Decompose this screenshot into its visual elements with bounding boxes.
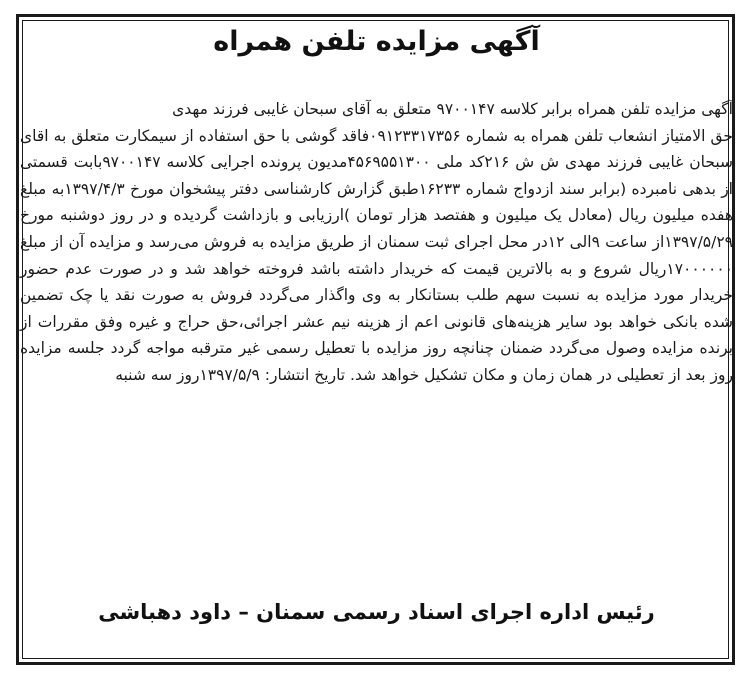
notice-body bbox=[20, 96, 733, 389]
notice-paragraph: حق الامتیاز انشعاب تلفن همراه به شماره ۰۹۱۲۳۳۱۷۳۵۶فاقد گوشی با حق استفاده از سیمکارت متعلق به اقای سبحان غایبی فرزند مهدی ش ش ۲۱۶کد ملی ۴۵۶۹۵۵۱۳۰۰مدیون پرونده اجرایی کلاسه ۹۷۰۰۱۴۷بابت قسمتی از بدهی نامبرده (برابر سند ازدواج شماره ۱۶۲۳۳طبق گزارش کارشناسی دفتر پیشخوان مورخ ۱۳۹۷/۴/۳به مبلغ هفده میلیون ریال (معادل یک میلیون و هفتصد هزار تومان )ارزیابی و بازداشت گردیده و در روز دوشنبه مورخ ۱۳۹۷/۵/۲۹از ساعت ۹الی ۱۲در محل اجرای ثبت سمنان از طریق مزایده به فروش می‌رسد و مزایده آن از مبلغ ۱۷۰۰۰۰۰۰ریال شروع و به بالاترین قیمت که خریدار داشته باشد فروخته خواهد شد و در صورت عدم حضور خریدار مورد مزایده به نسبت سهم طلب بستانکار به وی واگذار می‌گردد فروش به صورت نقد یا چک تضمین شده بانکی خواهد بود سایر هزینه‌های قانونی اعم از هزینه نیم عشر اجرائی،حق حراج و غیره وفق مقررات از برنده مزایده وصول می‌گردد ضمنان چنانچه روز مزایده با تعطیل رسمی غیر مترقبه مواجه گردد جلسه مزایده روز بعد از تعطیلی در همان زمان و مکان تشکیل خواهد شد. تاریخ انتشار: ۱۳۹۷/۵/۹روز سه شنبه bbox=[20, 126, 733, 384]
notice-signature: رئیس اداره اجرای اسناد رسمی سمنان – داود دهباشی bbox=[98, 600, 655, 624]
notice-intro: آگهی مزایده تلفن همراه برابر کلاسه ۹۷۰۰۱۴۷ متعلق به آقای سبحان غایبی فرزند مهدی bbox=[172, 100, 733, 118]
notice-title: آگهی مزایده تلفن همراه bbox=[213, 26, 540, 57]
